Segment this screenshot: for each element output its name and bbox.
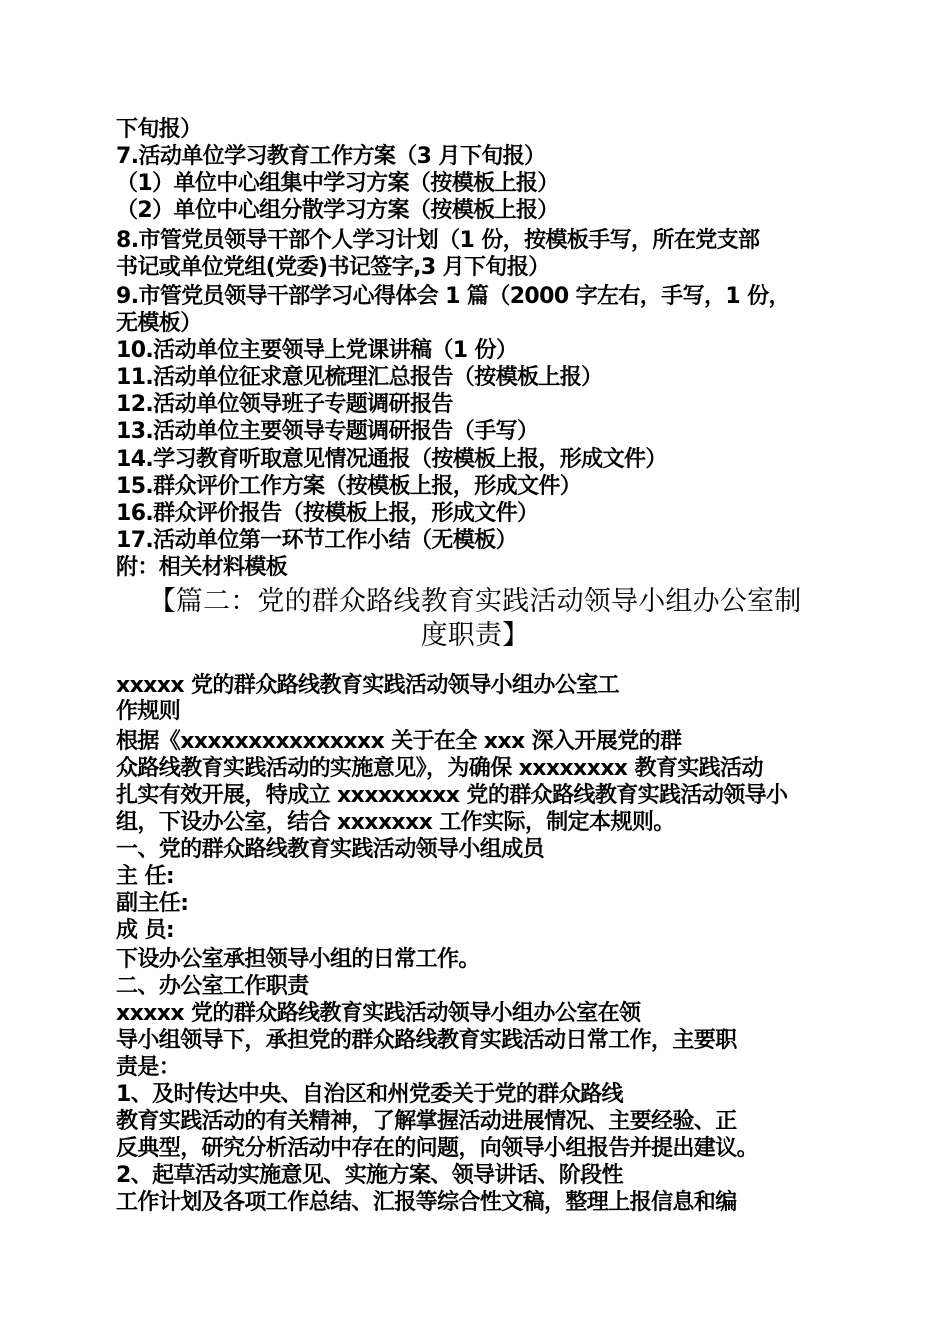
text-line: 组，下设办公室，结合 xxxxxxx 工作实际，制定本规则。 — [116, 810, 675, 835]
text-line: 根据《xxxxxxxxxxxxxxx 关于在全 xxx 深入开展党的群 — [116, 729, 682, 754]
text-line: 一、党的群众路线教育实践活动领导小组成员 — [116, 837, 545, 862]
text-line: 下旬报） — [116, 117, 202, 142]
text-line: 作规则 — [116, 699, 181, 724]
section-heading: 【篇二：党的群众路线教育实践活动领导小组办公室制 — [148, 586, 802, 617]
text-line: 反典型，研究分析活动中存在的问题，向领导小组报告并提出建议。 — [116, 1136, 759, 1161]
text-line: 二、办公室工作职责 — [116, 974, 309, 999]
text-line: 下设办公室承担领导小组的日常工作。 — [116, 947, 480, 972]
section-heading: 度职责】 — [420, 620, 530, 651]
text-line: 扎实有效开展，特成立 xxxxxxxxx 党的群众路线教育实践活动领导小 — [116, 783, 788, 808]
text-line: 14.学习教育听取意见情况通报（按模板上报，形成文件） — [116, 447, 667, 472]
text-line: 2、起草活动实施意见、实施方案、领导讲话、阶段性 — [116, 1163, 623, 1188]
text-line: （2）单位中心组分散学习方案（按模板上报） — [116, 198, 559, 223]
text-line: 主 任: — [116, 864, 175, 889]
text-line: 9.市管党员领导干部学习心得体会 1 篇（2000 字左右，手写，1 份， — [116, 284, 790, 309]
text-line: 8.市管党员领导干部个人学习计划（1 份，按模板手写，所在党支部 — [116, 228, 760, 253]
text-line: （1）单位中心组集中学习方案（按模板上报） — [116, 171, 559, 196]
text-line: 13.活动单位主要领导专题调研报告（手写） — [116, 419, 539, 444]
text-line: 附：相关材料模板 — [116, 555, 288, 580]
text-line: 工作计划及各项工作总结、汇报等综合性文稿，整理上报信息和编 — [116, 1190, 737, 1215]
text-line: 10.活动单位主要领导上党课讲稿（1 份） — [116, 338, 518, 363]
text-line: 17.活动单位第一环节工作小结（无模板） — [116, 528, 517, 553]
text-line: 责是： — [116, 1055, 181, 1080]
text-line: 15.群众评价工作方案（按模板上报，形成文件） — [116, 474, 582, 499]
text-line: xxxxx 党的群众路线教育实践活动领导小组办公室在领 — [116, 1001, 641, 1026]
text-line: xxxxx 党的群众路线教育实践活动领导小组办公室工 — [116, 673, 620, 698]
text-line: 16.群众评价报告（按模板上报，形成文件） — [116, 501, 539, 526]
text-line: 无模板） — [116, 311, 202, 336]
text-line: 副主任: — [116, 891, 189, 916]
text-line: 12.活动单位领导班子专题调研报告 — [116, 392, 453, 417]
text-line: 11.活动单位征求意见梳理汇总报告（按模板上报） — [116, 365, 603, 390]
text-line: 书记或单位党组(党委)书记签字,3 月下旬报） — [116, 255, 550, 280]
text-line: 导小组领导下，承担党的群众路线教育实践活动日常工作，主要职 — [116, 1028, 737, 1053]
text-line: 7.活动单位学习教育工作方案（3 月下旬报） — [116, 144, 546, 169]
text-line: 成 员: — [116, 918, 175, 943]
text-line: 教育实践活动的有关精神，了解掌握活动进展情况、主要经验、正 — [116, 1109, 737, 1134]
text-line: 1、及时传达中央、自治区和州党委关于党的群众路线 — [116, 1082, 623, 1107]
text-line: 众路线教育实践活动的实施意见》，为确保 xxxxxxxx 教育实践活动 — [116, 756, 763, 781]
